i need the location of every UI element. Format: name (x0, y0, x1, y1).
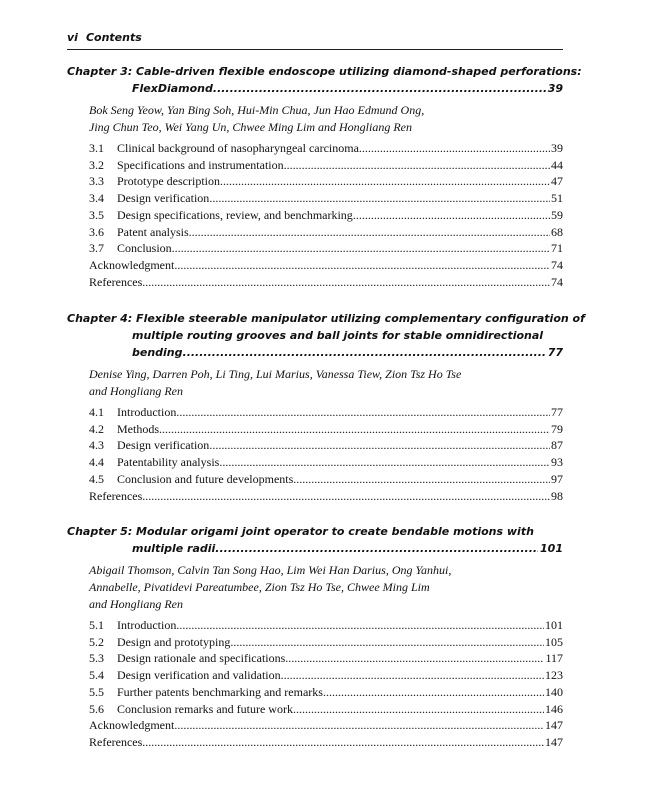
toc-entry[interactable] (89, 454, 563, 471)
dot-leader (353, 207, 550, 224)
entry-page: 59 (551, 207, 563, 222)
section-number: 4.4 (89, 455, 104, 470)
toc-entry[interactable] (89, 240, 563, 257)
section-number: 3.5 (89, 207, 104, 222)
entry-page: 68 (551, 224, 563, 239)
authors-line: and Hongliang Ren (89, 597, 183, 611)
entry-label: Patentability analysis (117, 455, 220, 470)
dot-leader (293, 701, 544, 718)
section-number: 5.5 (89, 684, 104, 699)
toc-entry[interactable] (89, 667, 563, 684)
dot-leader (220, 173, 550, 190)
dot-leader (323, 684, 544, 701)
entry-page: 140 (545, 684, 563, 699)
entry-page: 39 (551, 141, 563, 155)
chapter-4 (67, 310, 585, 504)
toc-entry[interactable] (89, 437, 563, 454)
entry-page: 101 (545, 618, 563, 632)
entry-page: 97 (551, 471, 563, 486)
entry-page: 74 (551, 274, 563, 289)
chapter-page: 101 (540, 542, 563, 555)
entry-page: 77 (551, 405, 563, 419)
entry-label: References (89, 734, 143, 749)
section-number: 3.3 (89, 174, 104, 189)
section-number: 5.4 (89, 668, 104, 683)
entry-label: Conclusion (117, 241, 172, 256)
entry-label: Conclusion and future developments (117, 471, 294, 486)
toc-entry[interactable] (89, 157, 563, 174)
dot-leader (142, 734, 544, 751)
chapter-authors (89, 102, 563, 136)
authors-line: Abigail Thomson, Calvin Tan Song Hao, Lim Wei Han Darius, Ong Yanhui, (89, 563, 452, 577)
toc-entry[interactable] (89, 404, 563, 421)
toc-entry[interactable] (89, 650, 563, 667)
entry-label: Acknowledgment (89, 718, 175, 733)
entry-page: 44 (551, 157, 563, 172)
section-number: 4.2 (89, 421, 104, 436)
chapter-authors (89, 366, 563, 400)
toc-entry[interactable] (89, 140, 563, 157)
entry-page: 123 (545, 668, 563, 683)
section-list (89, 617, 563, 751)
dot-leader (213, 80, 546, 97)
dot-leader (172, 240, 550, 257)
chapter-page: 39 (547, 82, 563, 95)
dot-leader (176, 617, 544, 634)
toc-entry[interactable] (89, 717, 563, 734)
authors-line: Annabelle, Pivatidevi Pareatumbee, Zion Tsz Ho Tse, Chwee Ming Lim (89, 580, 430, 594)
chapter-title[interactable] (67, 310, 585, 361)
chapter-title[interactable] (67, 523, 563, 557)
dot-leader (176, 404, 550, 421)
entry-page: 79 (551, 421, 563, 436)
dot-leader (142, 274, 550, 291)
section-list (89, 404, 563, 504)
toc-entry[interactable] (89, 734, 563, 751)
chapter-title-line: Chapter 3: Cable-driven flexible endoscope utilizing diamond-shaped perforations: (67, 65, 582, 78)
toc-entry[interactable] (89, 274, 563, 291)
entry-label: Clinical background of nasopharyngeal carcinoma (117, 141, 359, 155)
section-number: 5.3 (89, 651, 104, 666)
section-number: 4.1 (89, 405, 104, 419)
section-number: 3.7 (89, 241, 104, 256)
dot-leader (285, 650, 544, 667)
running-header (67, 31, 563, 45)
entry-label: Design verification (117, 191, 210, 206)
chapter-title-line: bending (132, 346, 183, 359)
entry-label: Design and prototyping (117, 634, 231, 649)
dot-leader (174, 257, 550, 274)
entry-page: 147 (545, 734, 563, 749)
chapter-5 (67, 523, 563, 751)
header-rule (67, 49, 563, 50)
toc-entry[interactable] (89, 488, 563, 505)
toc-entry[interactable] (89, 471, 563, 488)
entry-page: 93 (551, 455, 563, 470)
dot-leader (230, 634, 544, 651)
authors-line: and Hongliang Ren (89, 384, 183, 398)
chapter-page: 77 (547, 346, 563, 359)
entry-page: 47 (551, 174, 563, 189)
toc-entry[interactable] (89, 701, 563, 718)
entry-page: 87 (551, 438, 563, 453)
toc-entry[interactable] (89, 224, 563, 241)
entry-label: Acknowledgment (89, 257, 175, 272)
chapter-title-line: multiple radii (132, 542, 216, 555)
chapter-authors (89, 562, 563, 613)
chapter-title[interactable] (67, 63, 582, 97)
dot-leader (189, 224, 550, 241)
dot-leader (142, 488, 550, 505)
running-title: Contents (85, 31, 142, 44)
section-number: 5.6 (89, 701, 104, 716)
section-number: 5.1 (89, 618, 104, 632)
toc-entry[interactable] (89, 173, 563, 190)
entry-label: Conclusion remarks and future work (117, 701, 293, 716)
section-number: 3.4 (89, 191, 104, 206)
section-list (89, 140, 563, 290)
entry-label: Methods (117, 421, 159, 436)
dot-leader (209, 190, 550, 207)
section-number: 4.3 (89, 438, 104, 453)
section-number: 3.6 (89, 224, 104, 239)
section-number: 4.5 (89, 471, 104, 486)
page-number: vi (67, 31, 78, 44)
authors-line: Bok Seng Yeow, Yan Bing Soh, Hui-Min Chua, Jun Hao Edmund Ong, (89, 103, 425, 117)
chapter-title-line: FlexDiamond (132, 82, 213, 95)
dot-leader (209, 437, 550, 454)
entry-page: 117 (545, 651, 563, 666)
dot-leader (359, 140, 550, 157)
entry-label: Design rationale and specifications (117, 651, 286, 666)
dot-leader (293, 471, 550, 488)
chapter-title-line: multiple routing grooves and ball joints for stable omnidirectional (132, 329, 544, 342)
dot-leader (219, 454, 550, 471)
entry-page: 146 (545, 701, 563, 716)
chapter-title-line: Chapter 4: Flexible steerable manipulator utilizing complementary configuration of (67, 312, 585, 325)
toc-entry[interactable] (89, 257, 563, 274)
dot-leader (284, 157, 550, 174)
dot-leader (281, 667, 544, 684)
chapter-3 (67, 63, 582, 290)
entry-label: Introduction (117, 405, 177, 419)
entry-page: 147 (545, 718, 563, 733)
dot-leader (174, 717, 544, 734)
entry-label: Specifications and instrumentation (117, 157, 284, 172)
entry-label: Design verification and validation (117, 668, 281, 683)
entry-page: 74 (551, 257, 563, 272)
entry-label: References (89, 488, 143, 503)
toc-entry[interactable] (89, 634, 563, 651)
toc-entry[interactable] (89, 421, 563, 438)
entry-page: 98 (551, 488, 563, 503)
entry-page: 51 (551, 191, 563, 206)
toc-entry[interactable] (89, 684, 563, 701)
entry-label: References (89, 274, 143, 289)
entry-label: Design specifications, review, and benchmarking (117, 207, 353, 222)
entry-label: Patent analysis (117, 224, 189, 239)
dot-leader (215, 540, 538, 557)
dot-leader (183, 344, 546, 361)
entry-page: 105 (545, 634, 563, 649)
toc-entry[interactable] (89, 617, 563, 634)
toc-entry[interactable] (89, 190, 563, 207)
authors-line: Jing Chun Teo, Wei Yang Un, Chwee Ming Lim and Hongliang Ren (89, 120, 413, 134)
section-number: 3.2 (89, 157, 104, 172)
section-number: 5.2 (89, 634, 104, 649)
entry-label: Prototype description (117, 174, 220, 189)
entry-label: Design verification (117, 438, 210, 453)
entry-label: Introduction (117, 618, 177, 632)
entry-label: Further patents benchmarking and remarks (117, 684, 323, 699)
section-number: 3.1 (89, 141, 104, 155)
entry-page: 71 (551, 241, 563, 256)
chapter-title-line: Chapter 5: Modular origami joint operator to create bendable motions with (67, 525, 534, 538)
authors-line: Denise Ying, Darren Poh, Li Ting, Lui Marius, Vanessa Tiew, Zion Tsz Ho Tse (89, 367, 462, 381)
dot-leader (159, 421, 550, 438)
toc-entry[interactable] (89, 207, 563, 224)
